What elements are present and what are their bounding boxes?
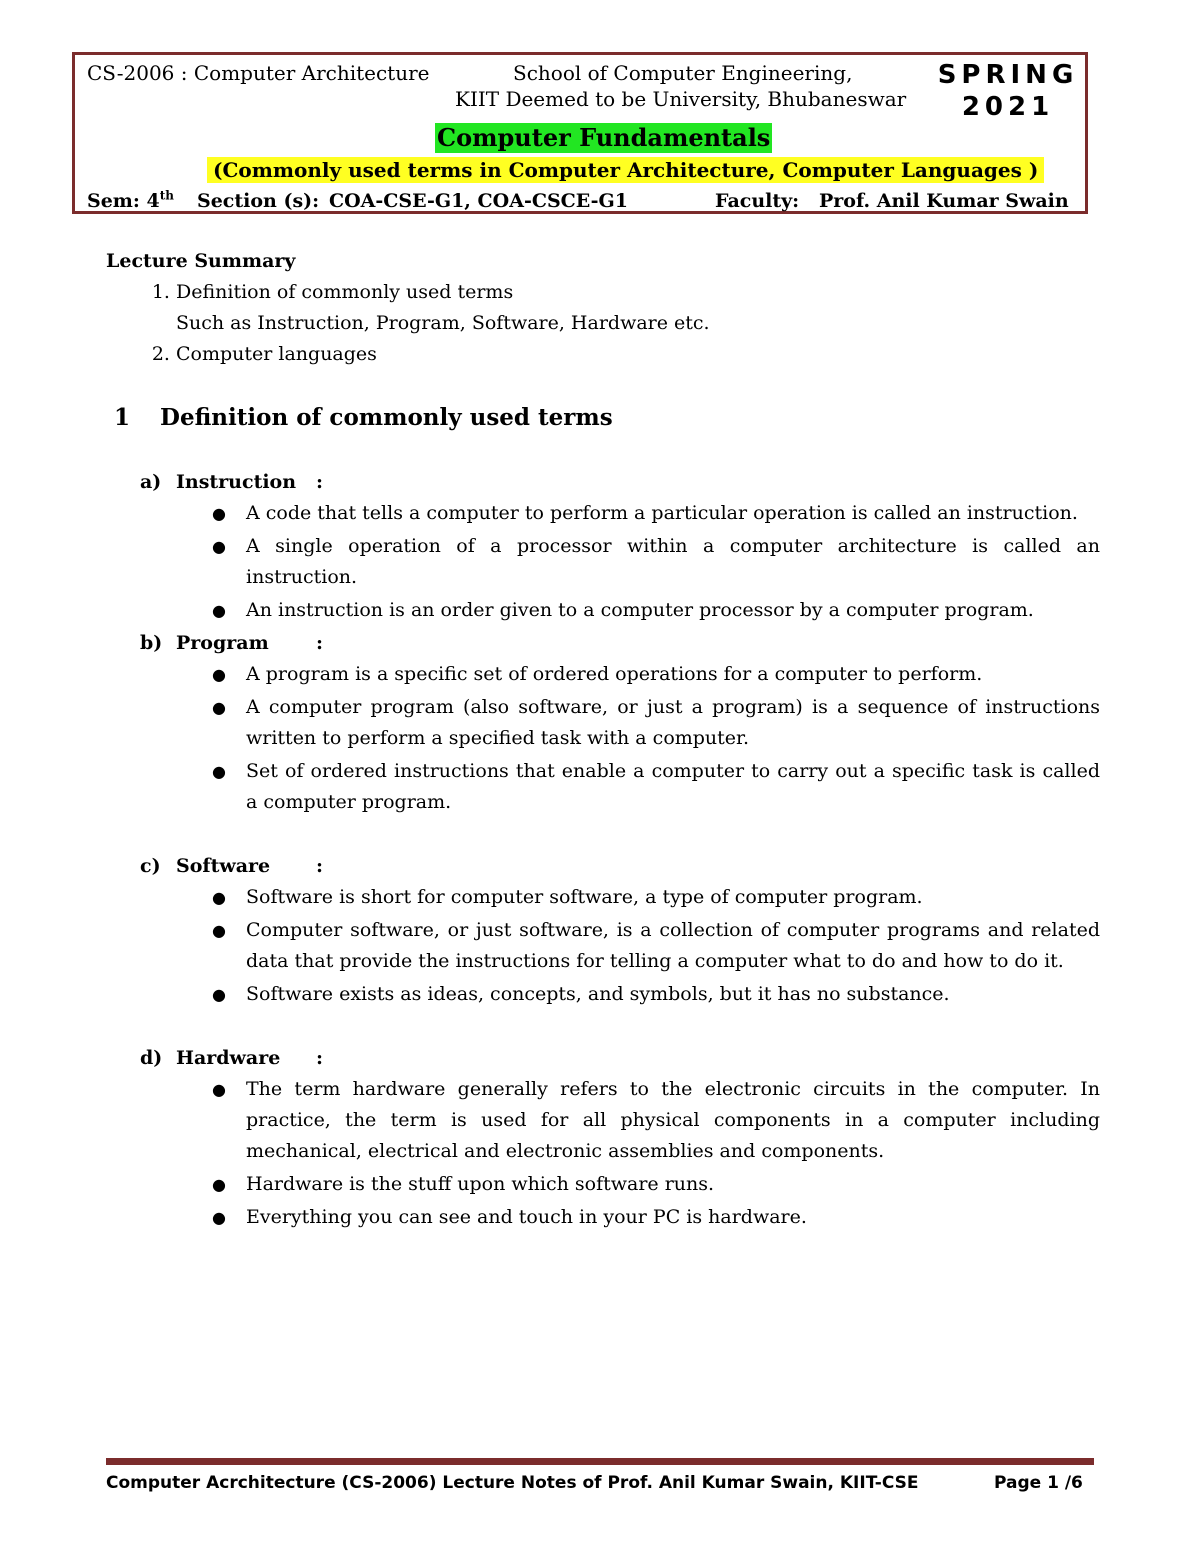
term-software — [140, 852, 1100, 1012]
term-heading — [140, 468, 1100, 496]
bullet-icon: ● — [212, 1175, 226, 1194]
term-name: Software — [176, 855, 271, 877]
section-title: Definition of commonly used terms — [160, 404, 613, 431]
bullet-icon: ● — [212, 1208, 226, 1227]
list-item — [140, 1169, 1100, 1200]
term-colon: : — [316, 1047, 324, 1069]
section-heading — [114, 402, 613, 434]
semester-season — [933, 59, 1083, 123]
section-label: Section (s): — [197, 190, 320, 212]
bullet-text: A code that tells a computer to perform a particular operation is called an instruction. — [246, 502, 1078, 524]
bullet-icon: ● — [212, 1080, 226, 1099]
term-letter: d) — [140, 1047, 163, 1069]
bullet-text: A program is a specific set of ordered operations for a computer to perform. — [246, 663, 983, 685]
bullet-icon: ● — [212, 888, 226, 907]
list-item — [140, 1074, 1100, 1167]
bullet-text: Everything you can see and touch in your PC is hardware. — [246, 1206, 807, 1228]
term-bullets — [140, 498, 1100, 626]
bullet-icon: ● — [212, 601, 226, 620]
list-item — [140, 882, 1100, 913]
term-program — [140, 629, 1100, 820]
bullet-icon: ● — [212, 921, 226, 940]
term-bullets — [140, 882, 1100, 1010]
footer-text: Computer Acrchitecture (CS-2006) Lecture Notes of Prof. Anil Kumar Swain, KIIT-CSE — [106, 1473, 919, 1493]
bullet-text: Software is short for computer software, a type of computer program. — [246, 886, 923, 908]
bullet-text: Hardware is the stuff upon which software runs. — [246, 1173, 715, 1195]
list-item — [140, 915, 1100, 977]
list-item — [140, 692, 1100, 754]
term-colon: : — [316, 855, 324, 877]
lecture-summary — [106, 246, 710, 370]
list-item — [176, 339, 710, 370]
faculty-value: Prof. Anil Kumar Swain — [819, 190, 1069, 212]
summary-item-subtext: Such as Instruction, Program, Software, Hardware etc. — [176, 312, 710, 334]
section-number: 1 — [114, 404, 131, 431]
term-letter: c) — [140, 855, 161, 877]
term-instruction — [140, 468, 1100, 628]
semester-label: Sem: 4 — [87, 190, 160, 212]
season-year: 2021 — [961, 92, 1055, 122]
school-name: School of Computer Engineering, — [513, 61, 853, 85]
bullet-icon: ● — [212, 665, 226, 684]
summary-item-text: Computer languages — [176, 343, 377, 365]
term-name: Hardware — [176, 1047, 281, 1069]
bullet-text: A single operation of a processor within a computer architecture is called an instruction. — [246, 535, 1100, 588]
summary-item-text: Definition of commonly used terms — [176, 281, 514, 303]
university-name: KIIT Deemed to be University, Bhubaneswar — [455, 87, 907, 111]
semester-suffix: th — [159, 188, 175, 203]
list-item — [140, 595, 1100, 626]
list-item — [140, 979, 1100, 1010]
page-number: Page 1 /6 — [994, 1473, 1083, 1493]
course-code: CS-2006 : Computer Architecture — [87, 61, 430, 85]
term-name: Instruction — [176, 471, 297, 493]
term-heading — [140, 1044, 1100, 1072]
document-subtitle: (Commonly used terms in Computer Architecture, Computer Languages ) — [207, 157, 1044, 183]
term-letter: a) — [140, 471, 162, 493]
bullet-icon: ● — [212, 985, 226, 1004]
list-item — [140, 659, 1100, 690]
term-bullets — [140, 659, 1100, 818]
faculty-label: Faculty: — [715, 190, 800, 212]
term-letter: b) — [140, 632, 163, 654]
document-title: Computer Fundamentals — [437, 123, 771, 152]
bullet-text: Computer software, or just software, is a collection of computer programs and related data that provide the instructions for telling a computer what to do and how to do it. — [246, 919, 1100, 972]
summary-list — [106, 277, 710, 370]
term-heading — [140, 629, 1100, 657]
bullet-icon: ● — [212, 504, 226, 523]
season-label: SPRING — [937, 60, 1079, 90]
bullet-icon: ● — [212, 698, 226, 717]
term-colon: : — [316, 471, 324, 493]
term-hardware — [140, 1044, 1100, 1235]
bullet-text: The term hardware generally refers to the electronic circuits in the computer. In practice, the term is used for all physical components in a computer including mechanical, electrical and electronic assemblies and components. — [246, 1078, 1100, 1162]
list-item — [140, 498, 1100, 529]
list-item — [140, 756, 1100, 818]
bullet-text: Set of ordered instructions that enable a computer to carry out a specific task is called a computer program. — [246, 760, 1100, 813]
list-item — [140, 1202, 1100, 1233]
term-bullets — [140, 1074, 1100, 1233]
term-heading — [140, 852, 1100, 880]
term-colon: : — [316, 632, 324, 654]
semester-info — [87, 189, 174, 213]
section-value: COA-CSE-G1, COA-CSCE-G1 — [329, 190, 628, 212]
summary-title: Lecture Summary — [106, 250, 296, 272]
bullet-icon: ● — [212, 762, 226, 781]
footer-divider — [106, 1458, 1094, 1465]
bullet-text: Software exists as ideas, concepts, and symbols, but it has no substance. — [246, 983, 950, 1005]
list-item — [140, 531, 1100, 593]
bullet-icon: ● — [212, 537, 226, 556]
bullet-text: A computer program (also software, or just a program) is a sequence of instructions written to perform a specified task with a computer. — [246, 696, 1100, 749]
bullet-text: An instruction is an order given to a computer processor by a computer program. — [246, 599, 1034, 621]
list-item — [176, 277, 710, 339]
term-name: Program — [176, 632, 269, 654]
header-box — [72, 52, 1088, 214]
